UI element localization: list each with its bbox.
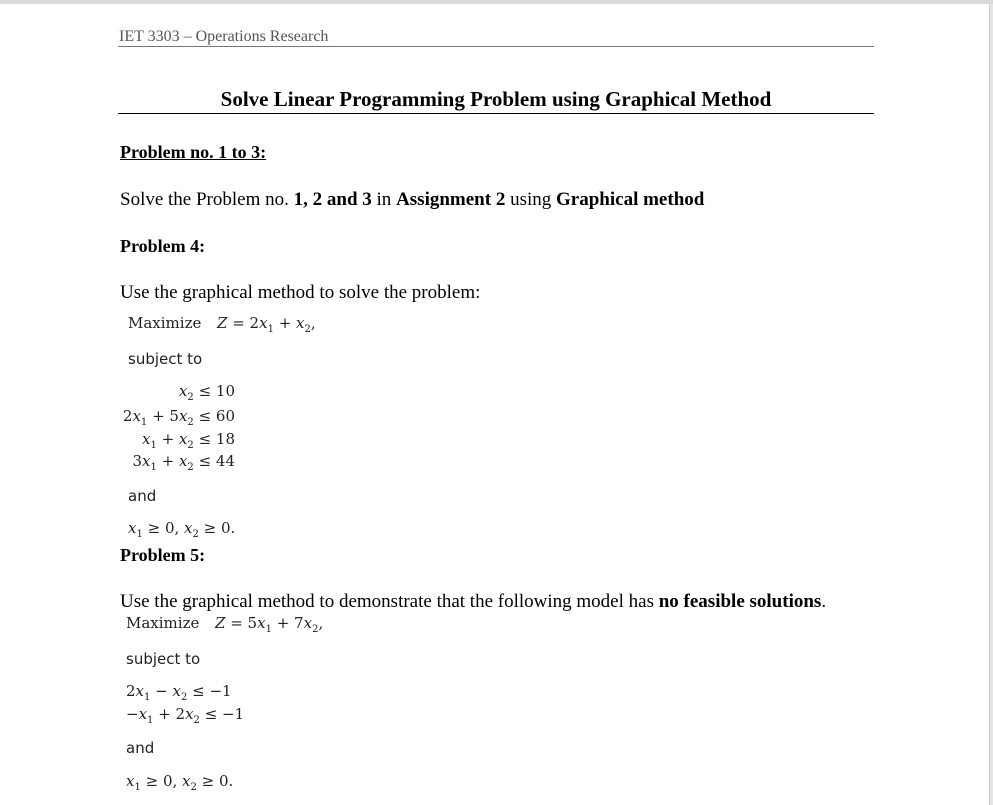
problem-1-3-heading: Problem no. 1 to 3: — [120, 142, 267, 162]
p5-nonnegativity: $x_1 \ge 0$, $x_2 \ge 0$. — [126, 772, 234, 793]
document-page — [0, 4, 990, 805]
p5-intro-post: . — [821, 591, 827, 612]
p4-constraint-3: $x_1 + x_2 \le 18$ — [142, 430, 235, 451]
p5-and: and — [126, 739, 155, 757]
p13-text-bold-1: 1, 2 and 3 — [293, 189, 372, 210]
p13-text-mid2: using — [505, 189, 557, 210]
problem-5-heading: Problem 5: — [120, 545, 206, 565]
p4-objective: $Z = 2x_1 + x_2$, — [217, 314, 316, 335]
p5-constraint-2: $-x_1 + 2x_2 \le -1$ — [126, 705, 245, 726]
p5-maximize-label: Maximize — [126, 614, 200, 632]
title-rule — [118, 113, 874, 114]
page-title: Solve Linear Programming Problem using Graphical Method — [220, 87, 772, 111]
problem-1-3-text — [120, 189, 704, 211]
problem-5-intro — [120, 591, 826, 613]
p4-nonnegativity: $x_1 \ge 0$, $x_2 \ge 0$. — [128, 519, 236, 540]
problem-4-intro: Use the graphical method to solve the problem: — [120, 282, 481, 303]
p4-and: and — [128, 487, 157, 505]
p5-intro-bold: no feasible solutions — [658, 591, 822, 612]
p4-subject-to: subject to — [128, 350, 203, 368]
p5-intro-pre: Use the graphical method to demonstrate that the following model has — [120, 591, 659, 612]
course-header: IET 3303 – Operations Research — [119, 28, 329, 45]
p4-maximize-label: Maximize — [128, 314, 202, 332]
p13-text-pre: Solve the Problem no. — [120, 189, 294, 210]
p4-constraint-1: $x_2 \le 10$ — [178, 382, 235, 403]
p13-text-mid: in — [371, 189, 397, 210]
header-rule — [118, 46, 874, 47]
p5-objective: $Z = 5x_1 + 7x_2$, — [215, 614, 324, 635]
p4-constraint-2: $2x_1 + 5x_2 \le 60$ — [122, 407, 235, 428]
p13-text-bold-2: Assignment 2 — [396, 189, 506, 210]
p4-constraint-4: $3x_1 + x_2 \le 44$ — [132, 452, 235, 473]
p5-constraint-1: $2x_1 - x_2 \le -1$ — [126, 682, 232, 703]
problem-4-heading: Problem 4: — [120, 236, 206, 256]
p5-subject-to: subject to — [126, 650, 201, 668]
p13-text-bold-3: Graphical method — [556, 189, 705, 210]
